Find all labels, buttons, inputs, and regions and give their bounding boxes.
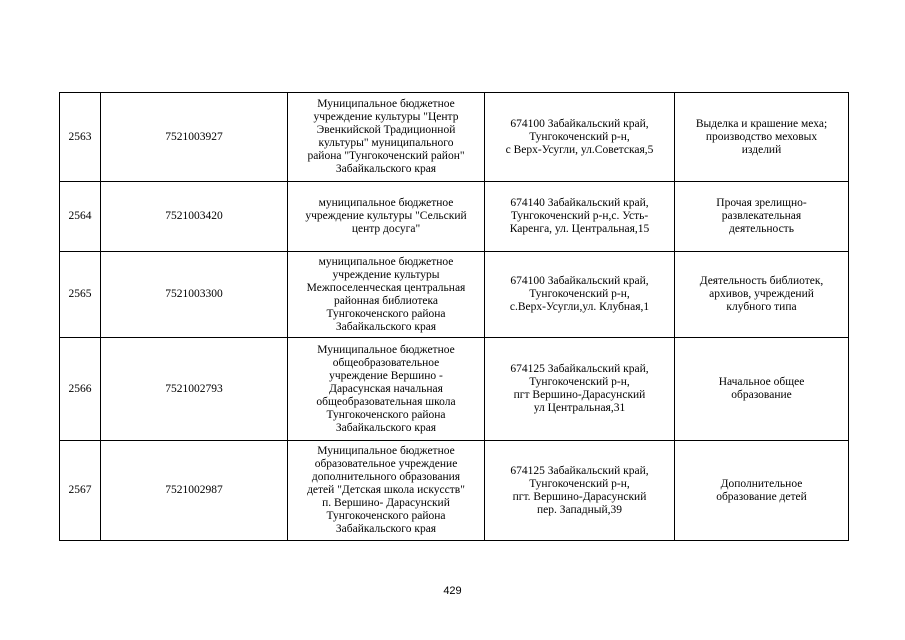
row-number: 2566 — [60, 338, 101, 441]
table-row — [60, 441, 849, 541]
registry-table — [59, 92, 849, 541]
address-cell: 674100 Забайкальский край, Тунгокоченский р-н, с.Верх-Усугли,ул. Клубная,1 — [485, 252, 675, 338]
organization-name-cell: муниципальное бюджетное учреждение культуры Межпоселенческая центральная районная библиотека Тунгокоченского района Забайкальского края — [288, 252, 485, 338]
organization-name-cell: Муниципальное бюджетное учреждение культуры "Центр Эвенкийской Традиционной культуры" муниципального района "Тунгокоченский район" Забайкальского края — [288, 93, 485, 182]
row-number: 2565 — [60, 252, 101, 338]
page-number: 429 — [443, 585, 462, 597]
address-cell: 674125 Забайкальский край, Тунгокоченский р-н, пгт. Вершино-Дарасунский пер. Западный,39 — [485, 441, 675, 541]
inn-cell: 7521002793 — [101, 338, 288, 441]
organization-name-cell: Муниципальное бюджетное общеобразовательное учреждение Вершино - Дарасунская начальная общеобразовательная школа Тунгокоченского района Забайкальского края — [288, 338, 485, 441]
activity-cell: Начальное общее образование — [675, 338, 849, 441]
inn-cell: 7521002987 — [101, 441, 288, 541]
organization-name-cell: Муниципальное бюджетное образовательное учреждение дополнительного образования детей "Детская школа искусств" п. Вершино- Дарасунский Тунгокоченского района Забайкальского края — [288, 441, 485, 541]
activity-cell: Деятельность библиотек, архивов, учреждений клубного типа — [675, 252, 849, 338]
organization-name-cell: муниципальное бюджетное учреждение культуры "Сельский центр досуга" — [288, 182, 485, 252]
inn-cell: 7521003300 — [101, 252, 288, 338]
table-row — [60, 182, 849, 252]
activity-cell: Выделка и крашение меха; производство меховых изделий — [675, 93, 849, 182]
activity-cell: Дополнительное образование детей — [675, 441, 849, 541]
row-number: 2567 — [60, 441, 101, 541]
row-number: 2564 — [60, 182, 101, 252]
table-row — [60, 252, 849, 338]
inn-cell: 7521003927 — [101, 93, 288, 182]
table-row — [60, 338, 849, 441]
row-number: 2563 — [60, 93, 101, 182]
activity-cell: Прочая зрелищно- развлекательная деятельность — [675, 182, 849, 252]
table-row — [60, 93, 849, 182]
address-cell: 674100 Забайкальский край, Тунгокоченский р-н, с Верх-Усугли, ул.Советская,5 — [485, 93, 675, 182]
address-cell: 674125 Забайкальский край, Тунгокоченский р-н, пгт Вершино-Дарасунский ул Центральная,31 — [485, 338, 675, 441]
address-cell: 674140 Забайкальский край, Тунгокоченский р-н,с. Усть- Каренга, ул. Центральная,15 — [485, 182, 675, 252]
inn-cell: 7521003420 — [101, 182, 288, 252]
